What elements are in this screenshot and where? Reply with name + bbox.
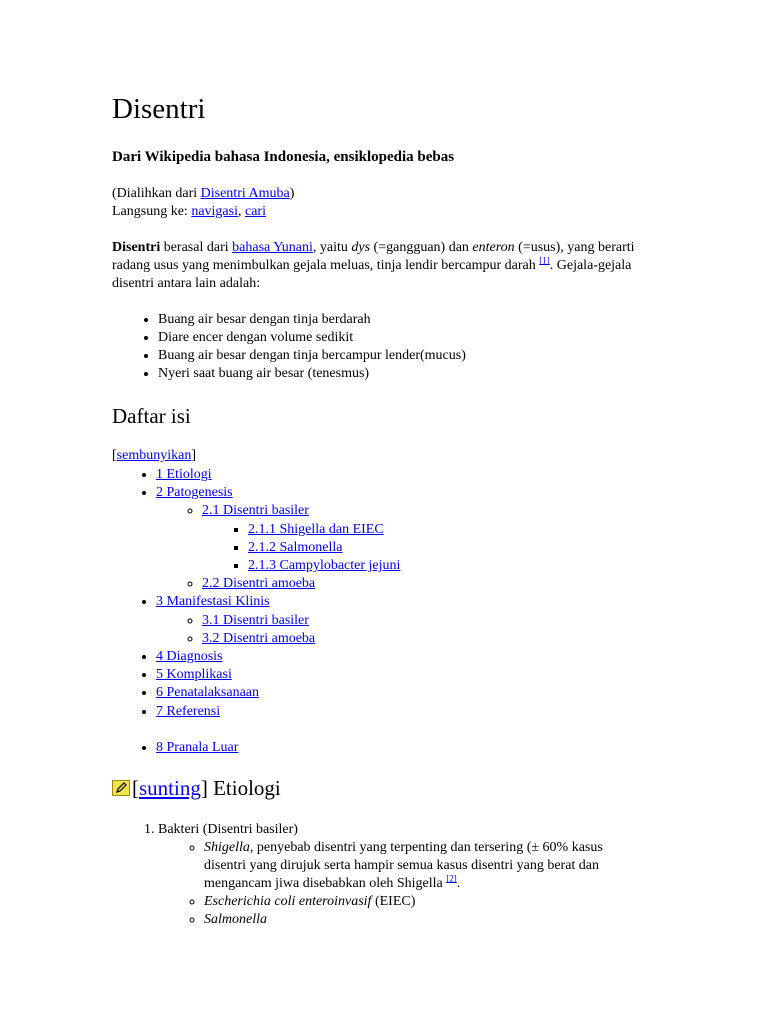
list-item: • Nyeri saat buang air besar (tenesmus) [158, 365, 466, 383]
edit-section-link[interactable]: sunting [139, 776, 201, 800]
reference-link-1[interactable]: [1] [539, 255, 550, 266]
toc-hide-control [112, 447, 196, 465]
toc-item-pranala-luar [156, 739, 400, 757]
ecoli-text: (EIEC) [371, 894, 416, 909]
toc-item-manifestasi-basiler [202, 612, 400, 630]
intro-term: Disentri [112, 240, 161, 255]
toc-hide-link[interactable]: sembunyikan [116, 448, 192, 463]
reference-link-2[interactable]: [2] [446, 873, 457, 884]
pencil-icon[interactable] [112, 780, 130, 796]
toc-link-pranala-luar[interactable]: 8 Pranala Luar [156, 739, 239, 755]
toc-item-komplikasi [156, 666, 400, 684]
shigella-end: . [456, 876, 461, 891]
etiologi-list [112, 821, 644, 929]
shigella-text: , penyebab disentri yang terpenting dan tersering (± 60% kasus disentri yang dirujuk serta hampir semua kasus disentri yang berat dan mengancam jiwa disebabkan oleh Shigella [204, 840, 603, 891]
list-item [204, 911, 644, 929]
site-subtitle: Dari Wikipedia bahasa Indonesia, ensiklopedia bebas [112, 149, 455, 165]
toc-link-penatalaksanaan[interactable]: 6 Penatalaksanaan [156, 685, 260, 701]
toc-link-disentri-basiler[interactable]: 2.1 Disentri basiler [202, 503, 309, 519]
toc-link-salmonella[interactable]: 2.1.2 Salmonella [248, 539, 343, 555]
list-item: • Buang air besar dengan tinja berdarah [158, 311, 466, 329]
edit-open-bracket: [ [132, 776, 139, 800]
cause-bacteria: Bakteri (Disentri basiler) [158, 822, 298, 837]
toc-link-disentri-amoeba[interactable]: 2.2 Disentri amoeba [202, 576, 316, 592]
toc-item-diagnosis [156, 648, 400, 666]
section-heading-etiologi [112, 776, 281, 801]
intro-text-4: (=usus), yang berarti radang usus yang menimbulkan gejala meluas, tinja lendir bercampur darah [112, 240, 635, 273]
toc-hide-close-bracket: ] [191, 448, 196, 463]
toc-item-penatalaksanaan [156, 684, 400, 702]
list-item [158, 821, 644, 929]
toc-link-manifestasi-klinis[interactable]: 3 Manifestasi Klinis [156, 594, 270, 610]
list-item: • Diare encer dengan volume sedikit [158, 329, 466, 347]
toc-link-shigella-eiec[interactable]: 2.1.1 Shigella dan EIEC [248, 521, 384, 537]
toc-link-etiologi[interactable]: 1 Etiologi [156, 467, 212, 482]
symptom-list [112, 311, 466, 383]
intro-dys: dys [351, 240, 371, 255]
toc-item-disentri-amoeba [202, 575, 400, 593]
jump-prefix: Langsung ke: [112, 204, 192, 219]
table-of-contents [112, 466, 400, 757]
toc-item-etiologi [156, 466, 400, 484]
toc-hide-open-bracket: [ [112, 448, 117, 463]
jump-search-link[interactable]: cari [244, 204, 266, 219]
edit-close-bracket: ] [200, 776, 208, 800]
intro-text-2: , yaitu [312, 240, 352, 255]
jump-navigation-link[interactable]: navigasi [191, 204, 238, 219]
salmonella-name: Salmonella [204, 912, 267, 927]
toc-item-manifestasi-amoeba [202, 630, 400, 648]
redirect-prefix: (Dialihkan dari [112, 186, 201, 201]
toc-link-diagnosis[interactable]: 4 Diagnosis [156, 649, 223, 665]
toc-item-salmonella [248, 539, 400, 557]
bacteria-list [158, 839, 644, 929]
toc-link-komplikasi[interactable]: 5 Komplikasi [156, 667, 232, 683]
toc-item-patogenesis [156, 484, 400, 593]
jump-separator: , [237, 204, 245, 219]
redirect-link[interactable]: Disentri Amuba [200, 186, 290, 201]
toc-link-manifestasi-amoeba[interactable]: 3.2 Disentri amoeba [202, 630, 316, 646]
section-title-etiologi: Etiologi [207, 776, 281, 800]
intro-text-1: berasal dari [160, 240, 233, 255]
intro-text-3: (=gangguan) dan [370, 240, 473, 255]
intro-enteron: enteron [472, 240, 515, 255]
toc-item-disentri-basiler [202, 502, 400, 575]
toc-link-campylobacter[interactable]: 2.1.3 Campylobacter jejuni [248, 558, 401, 574]
toc-link-patogenesis[interactable]: 2 Patogenesis [156, 485, 233, 501]
list-item [204, 893, 644, 911]
page-title: Disentri [112, 93, 206, 125]
toc-link-referensi[interactable]: 7 Referensi [156, 703, 221, 719]
list-item: • Buang air besar dengan tinja bercampur lender(mucus) [158, 347, 466, 365]
list-item [204, 839, 644, 893]
intro-text-5: . Gejala-gejala disentri antara lain adalah: [112, 258, 632, 291]
redirect-notice [112, 185, 294, 221]
toc-title: Daftar isi [112, 404, 191, 428]
intro-paragraph [112, 239, 652, 293]
ecoli-name: Escherichia coli enteroinvasif [204, 894, 372, 909]
redirect-suffix: ) [289, 186, 295, 201]
toc-item-referensi [156, 703, 400, 721]
toc-item-shigella-eiec [248, 521, 400, 539]
greek-language-link[interactable]: bahasa Yunani [232, 240, 313, 255]
toc-item-campylobacter [248, 557, 400, 575]
toc-item-manifestasi-klinis [156, 593, 400, 648]
toc-link-manifestasi-basiler[interactable]: 3.1 Disentri basiler [202, 612, 309, 628]
shigella-name: Shigella [204, 840, 250, 855]
